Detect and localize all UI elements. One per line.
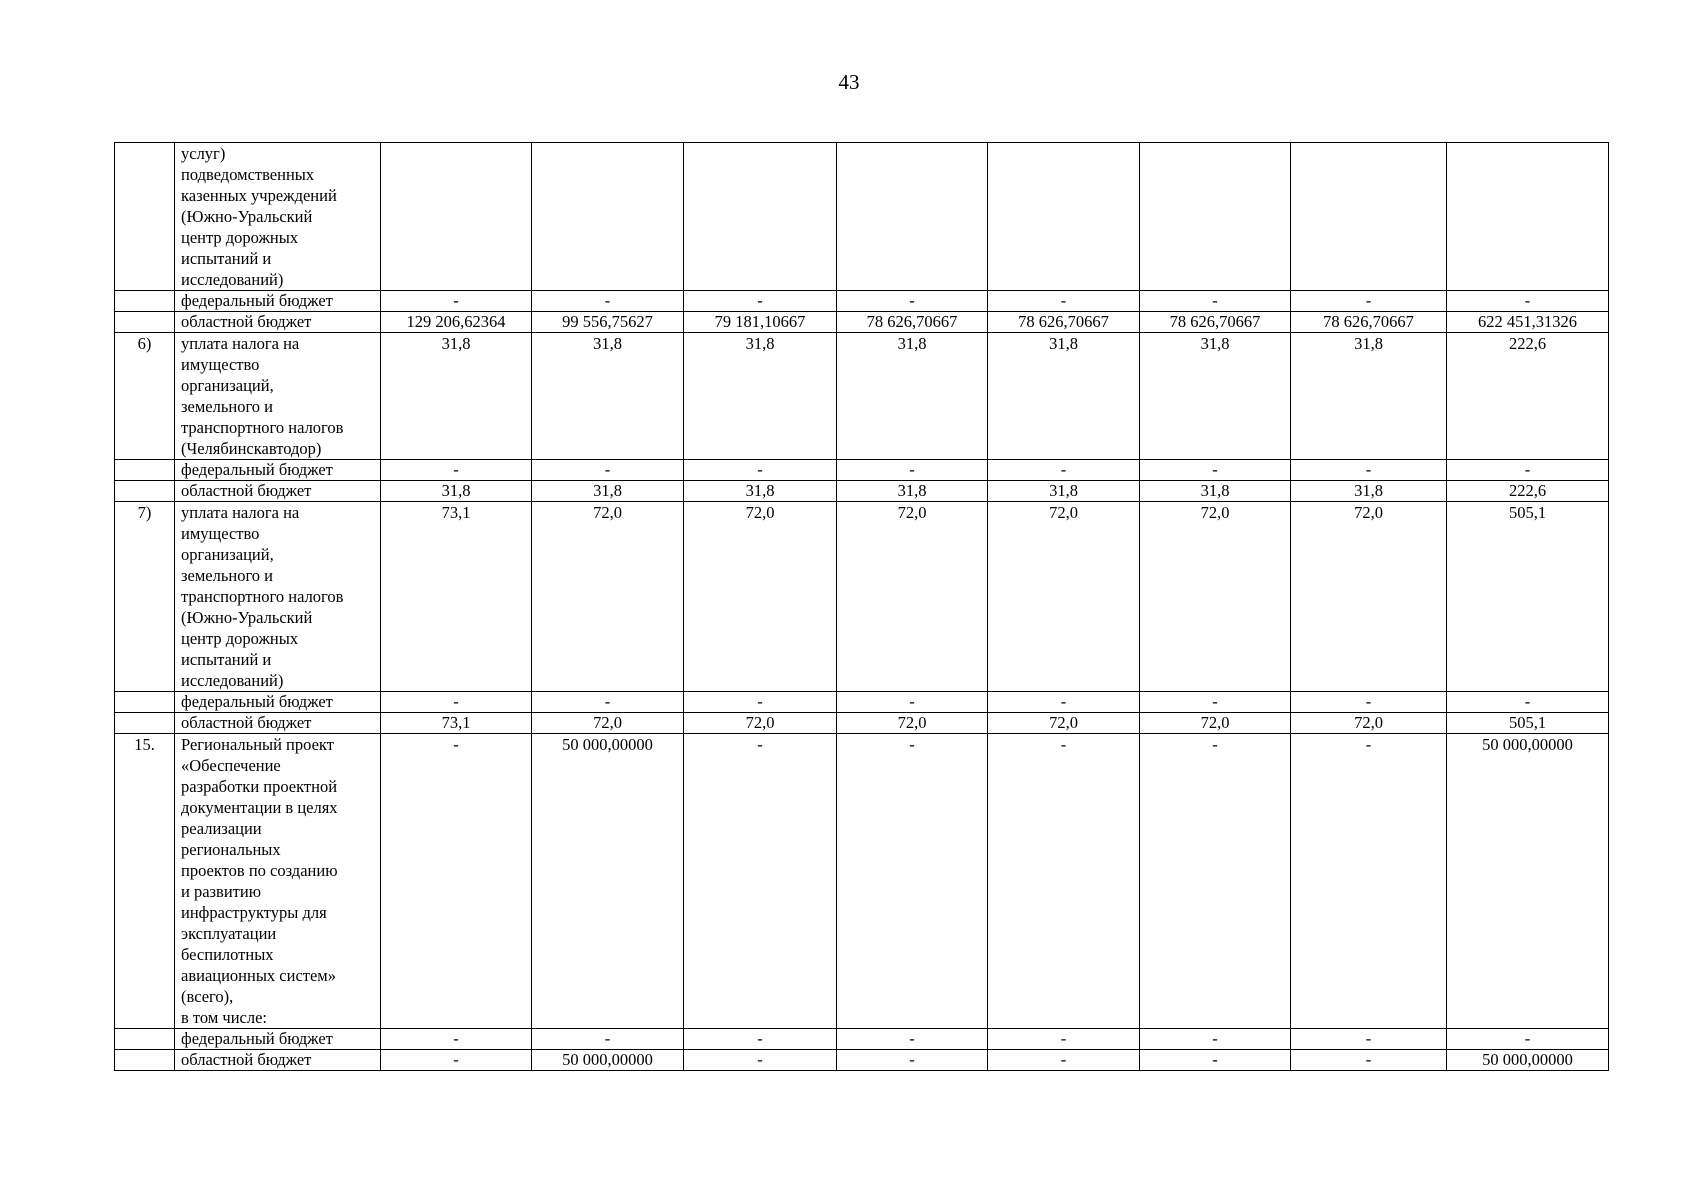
table-row [115, 312, 1609, 333]
row-name-cell: федеральный бюджет [175, 291, 381, 312]
value-cell [988, 143, 1140, 291]
value-cell: - [1447, 460, 1609, 481]
value-cell: - [988, 734, 1140, 1029]
value-cell: - [1447, 291, 1609, 312]
row-number-cell [115, 1029, 175, 1050]
value-cell: 31,8 [684, 481, 837, 502]
value-cell: - [532, 692, 684, 713]
value-cell: 72,0 [1291, 713, 1447, 734]
value-cell: - [1291, 460, 1447, 481]
value-cell: - [1140, 460, 1291, 481]
value-cell: 73,1 [381, 713, 532, 734]
value-cell: - [837, 1029, 988, 1050]
value-cell: - [381, 291, 532, 312]
row-name-cell: уплата налога на имущество организаций, земельного и транспортного налогов (Южно-Уральский центр дорожных испытаний и исследований) [175, 502, 381, 692]
value-cell [1447, 143, 1609, 291]
page-number: 43 [838, 70, 860, 94]
row-name-cell: областной бюджет [175, 1050, 381, 1071]
row-name-cell: Региональный проект «Обеспечение разработки проектной документации в целях реализации региональных проектов по созданию и развитию инфраструктуры для эксплуатации беспилотных авиационных систем» (всего), в том числе: [175, 734, 381, 1029]
row-number-cell [115, 143, 175, 291]
value-cell: - [1291, 1029, 1447, 1050]
value-cell: 505,1 [1447, 713, 1609, 734]
value-cell: - [532, 1029, 684, 1050]
value-cell: - [684, 692, 837, 713]
value-cell: 222,6 [1447, 481, 1609, 502]
value-cell: 50 000,00000 [532, 1050, 684, 1071]
value-cell: - [988, 291, 1140, 312]
value-cell: 99 556,75627 [532, 312, 684, 333]
value-cell: 31,8 [1140, 333, 1291, 460]
value-cell: - [381, 734, 532, 1029]
row-name-cell: услуг) подведомственных казенных учреждений (Южно-Уральский центр дорожных испытаний и исследований) [175, 143, 381, 291]
value-cell: 73,1 [381, 502, 532, 692]
value-cell: - [1140, 692, 1291, 713]
value-cell: - [1140, 1029, 1291, 1050]
value-cell: 31,8 [837, 481, 988, 502]
value-cell: - [1291, 734, 1447, 1029]
row-name-cell: уплата налога на имущество организаций, земельного и транспортного налогов (Челябинскавтодор) [175, 333, 381, 460]
row-name-cell: областной бюджет [175, 312, 381, 333]
value-cell: 79 181,10667 [684, 312, 837, 333]
table-row [115, 734, 1609, 1029]
value-cell: - [1140, 1050, 1291, 1071]
table-row [115, 692, 1609, 713]
value-cell: - [684, 291, 837, 312]
value-cell: 31,8 [1291, 333, 1447, 460]
table-row [115, 291, 1609, 312]
value-cell: - [837, 1050, 988, 1071]
value-cell: 78 626,70667 [988, 312, 1140, 333]
row-number-cell [115, 692, 175, 713]
table-row [115, 1050, 1609, 1071]
value-cell: 72,0 [837, 502, 988, 692]
value-cell: - [1291, 1050, 1447, 1071]
value-cell: 72,0 [1140, 502, 1291, 692]
value-cell [381, 143, 532, 291]
row-name-cell: федеральный бюджет [175, 1029, 381, 1050]
row-number-cell: 7) [115, 502, 175, 692]
row-number-cell [115, 1050, 175, 1071]
value-cell: - [381, 1050, 532, 1071]
value-cell: 31,8 [1140, 481, 1291, 502]
value-cell: - [532, 460, 684, 481]
value-cell: 72,0 [988, 713, 1140, 734]
table-row [115, 460, 1609, 481]
budget-table [114, 142, 1609, 1071]
value-cell: 31,8 [988, 481, 1140, 502]
row-number-cell [115, 713, 175, 734]
value-cell [532, 143, 684, 291]
value-cell: - [988, 460, 1140, 481]
row-number-cell: 15. [115, 734, 175, 1029]
table-row [115, 502, 1609, 692]
value-cell: 78 626,70667 [1140, 312, 1291, 333]
value-cell: 72,0 [1140, 713, 1291, 734]
table-row [115, 481, 1609, 502]
value-cell: 31,8 [684, 333, 837, 460]
value-cell: - [381, 1029, 532, 1050]
value-cell: - [837, 692, 988, 713]
value-cell: - [1291, 692, 1447, 713]
value-cell: 72,0 [684, 502, 837, 692]
row-number-cell [115, 312, 175, 333]
row-name-cell: федеральный бюджет [175, 460, 381, 481]
value-cell: 31,8 [381, 333, 532, 460]
value-cell: 72,0 [1291, 502, 1447, 692]
value-cell: 72,0 [988, 502, 1140, 692]
budget-table-body [115, 143, 1609, 1071]
value-cell: - [684, 1029, 837, 1050]
row-name-cell: федеральный бюджет [175, 692, 381, 713]
value-cell: 50 000,00000 [1447, 1050, 1609, 1071]
value-cell: - [837, 460, 988, 481]
row-number-cell: 6) [115, 333, 175, 460]
value-cell: 50 000,00000 [1447, 734, 1609, 1029]
value-cell: - [684, 1050, 837, 1071]
value-cell: 31,8 [988, 333, 1140, 460]
row-number-cell [115, 460, 175, 481]
value-cell: 31,8 [381, 481, 532, 502]
value-cell: 72,0 [684, 713, 837, 734]
row-number-cell [115, 481, 175, 502]
value-cell: 505,1 [1447, 502, 1609, 692]
value-cell: 72,0 [532, 713, 684, 734]
value-cell: - [988, 692, 1140, 713]
value-cell: - [381, 460, 532, 481]
table-row [115, 1029, 1609, 1050]
value-cell: - [1291, 291, 1447, 312]
row-name-cell: областной бюджет [175, 481, 381, 502]
table-row [115, 143, 1609, 291]
value-cell: - [837, 291, 988, 312]
value-cell: 78 626,70667 [1291, 312, 1447, 333]
value-cell: 31,8 [1291, 481, 1447, 502]
value-cell: - [1447, 1029, 1609, 1050]
row-number-cell [115, 291, 175, 312]
table-row [115, 713, 1609, 734]
value-cell: - [684, 734, 837, 1029]
value-cell: - [988, 1029, 1140, 1050]
value-cell: - [532, 291, 684, 312]
value-cell: - [988, 1050, 1140, 1071]
value-cell: - [1140, 291, 1291, 312]
value-cell: 72,0 [532, 502, 684, 692]
value-cell [1140, 143, 1291, 291]
value-cell: - [1447, 692, 1609, 713]
value-cell: 31,8 [532, 333, 684, 460]
value-cell: 72,0 [837, 713, 988, 734]
value-cell: 50 000,00000 [532, 734, 684, 1029]
value-cell: 129 206,62364 [381, 312, 532, 333]
value-cell: 78 626,70667 [837, 312, 988, 333]
value-cell [837, 143, 988, 291]
value-cell: 31,8 [837, 333, 988, 460]
value-cell: 222,6 [1447, 333, 1609, 460]
value-cell: - [837, 734, 988, 1029]
value-cell: - [684, 460, 837, 481]
table-row [115, 333, 1609, 460]
value-cell: 622 451,31326 [1447, 312, 1609, 333]
value-cell: - [381, 692, 532, 713]
value-cell [1291, 143, 1447, 291]
value-cell: - [1140, 734, 1291, 1029]
row-name-cell: областной бюджет [175, 713, 381, 734]
value-cell: 31,8 [532, 481, 684, 502]
value-cell [684, 143, 837, 291]
